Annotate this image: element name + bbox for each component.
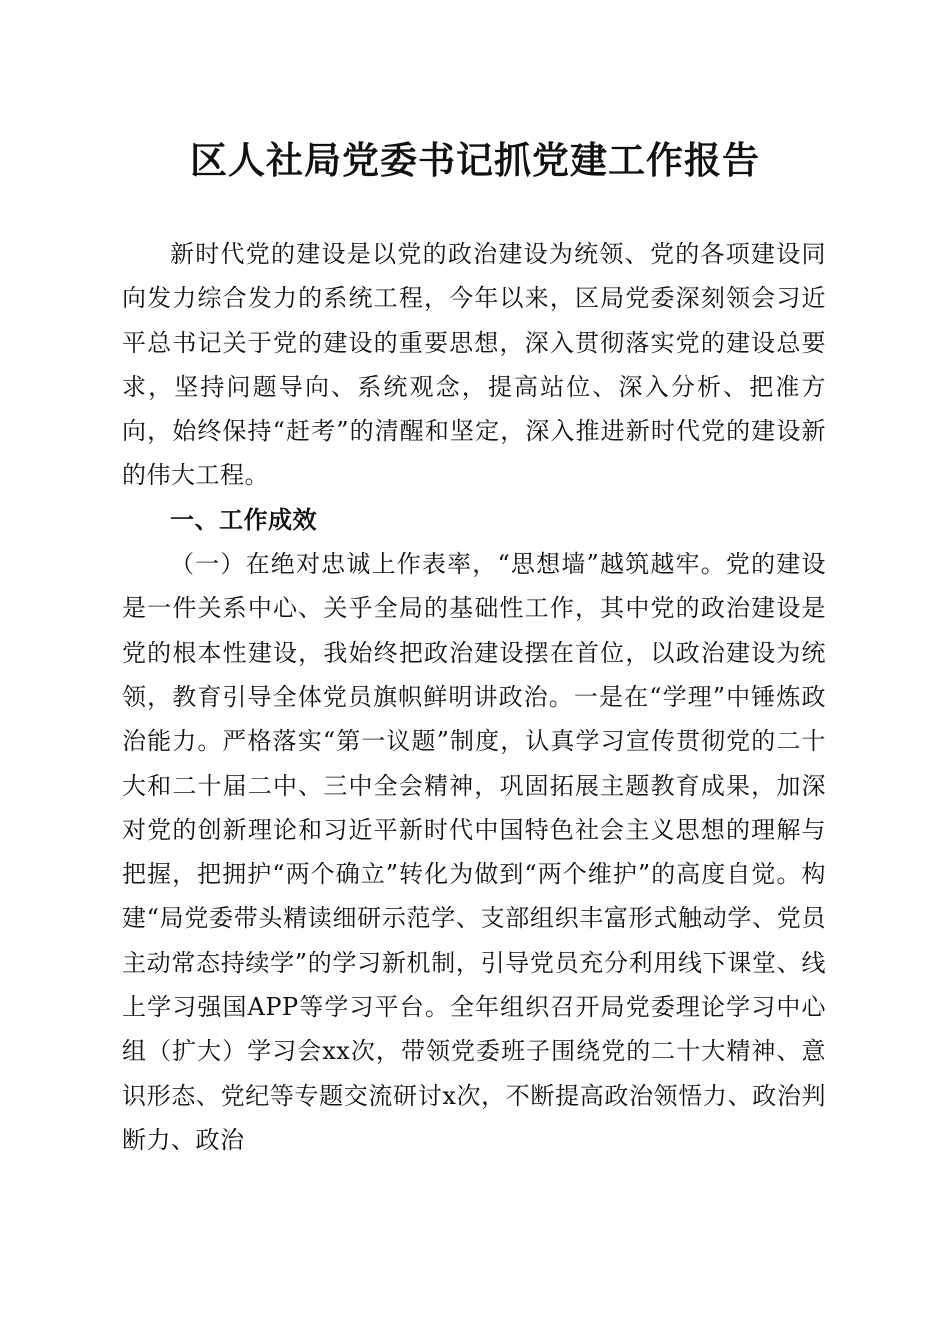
- section-heading-work-results: 一、工作成效: [170, 505, 317, 534]
- intro-paragraph: 新时代党的建设是以党的政治建设为统领、党的各项建设同向发力综合发力的系统工程，今年以来，区局党委深刻领会习近平总书记关于党的建设的重要思想，深入贯彻落实党的建设总要求，坚持问题导向、系统观念，提高站位、深入分析、把准方向，始终保持“赶考”的清醒和坚定，深入推进新时代党的建设新的伟大工程。: [122, 240, 826, 490]
- section-paragraph-loyalty: （一）在绝对忠诚上作表率，“思想墙”越筑越牢。党的建设是一件关系中心、关乎全局的基础性工作，其中党的政治建设是党的根本性建设，我始终把政治建设摆在首位，以政治建设为统领，教育引导全体党员旗帜鲜明讲政治。一是在“学理”中锤炼政治能力。严格落实“第一议题”制度，认真学习宣传贯彻党的二十大和二十届二中、三中全会精神，巩固拓展主题教育成果，加深对党的创新理论和习近平新时代中国特色社会主义思想的理解与把握，把拥护“两个确立”转化为做到“两个维护”的高度自觉。构建“局党委带头精读细研示范学、支部组织丰富形式触动学、党员主动常态持续学”的学习新机制，引导党员充分利用线下课堂、线上学习强国APP等学习平台。全年组织召开局党委理论学习中心组（扩大）学习会xx次，带领党委班子围绕党的二十大精神、意识形态、党纪等专题交流研讨x次，不断提高政治领悟力、政治判断力、政治: [122, 550, 826, 1154]
- document-body: [122, 232, 826, 1162]
- document-title: 区人社局党委书记抓党建工作报告: [190, 138, 760, 182]
